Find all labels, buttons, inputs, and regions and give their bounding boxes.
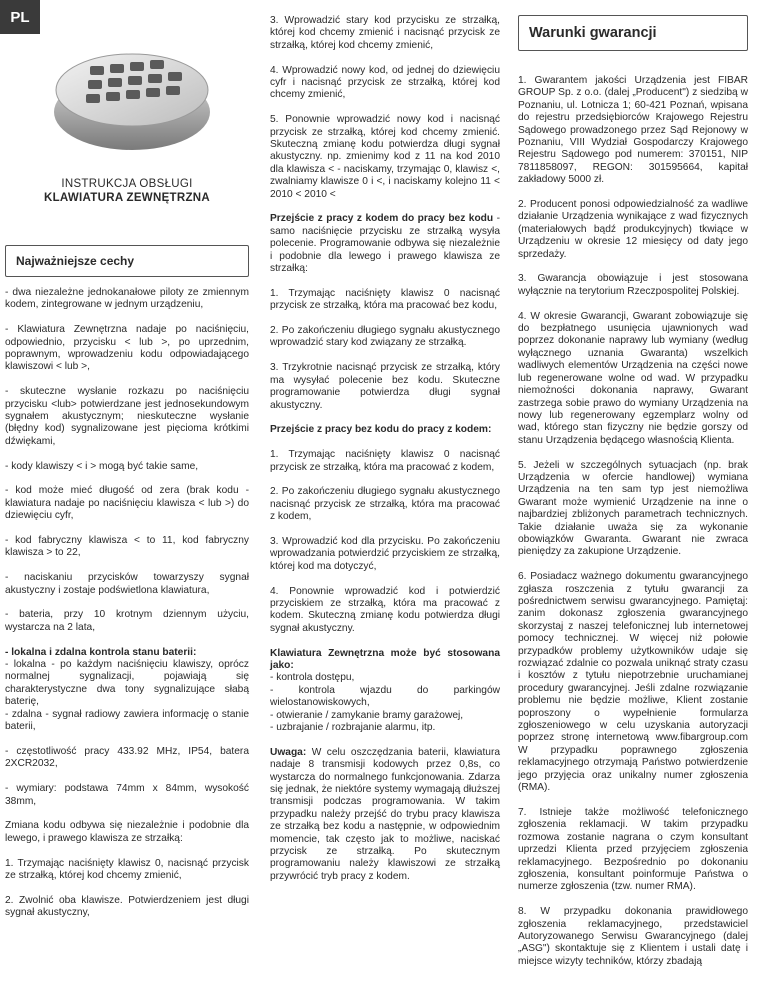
- warranty-term: 5. Jeżeli w szczególnych sytuacjach (np. brak Urządzenia w ofercie handlowej) wymiana Urządzenia na ten sam typ jest niemożliwa Gwarant może wymienić Urządzenie na inne o najbardziej zbliżonych parametrach technicznych. Takie działanie uważa się za wykonanie obowiązków Gwaranta. Gwarant nie zwraca pieniędzy za zakupione Urządzenie.: [518, 459, 748, 558]
- warranty-term: 1. Gwarantem jakości Urządzenia jest FIBAR GROUP Sp. z o.o. (dalej „Producent") z siedzibą w Poznaniu, ul. Lotnicza 1; 60-421 Poznań, wpisana do rejestru przedsiębiorców Krajowego Rejestru Sądowego prowadzonego przez Sąd Rejonowy w Poznaniu, VIII Wydział Gospodarczy Krajowego Rejestru Sądowego pod numerem: 370151, NIP 7811858097, REGON: 301595664, kapitał zakładowy 5000 zł.: [518, 75, 748, 186]
- warranty-term: 4. W okresie Gwarancji, Gwarant zobowiązuje się do bezpłatnego usunięcia ujawnionych wad poprzez dokonanie naprawy lub wymiany (według wyłącznego uznania Gwaranta) wszelkich wadliwych elementów Urządzenia na części nowe lub regenerowane wolne od wad. W przypadku niemożności dokonania naprawy, Gwarant zastrzega sobie prawo do wymiany Urządzenia na nowy lub regenerowany egzemplarz wolny od wad, którego stan fizyczny nie będzie gorszy od stanu Urządzenia będącego własnością Klienta.: [518, 310, 748, 446]
- mode-change-text: - samo naciśnięcie przycisku ze strzałką wysyła polecenie. Programowanie odbywa się niezależnie i podobnie dla lewego i prawego klawisza ze strzałką:: [270, 213, 500, 275]
- mode-change-heading: Przejście z pracy bez kodu do pracy z kodem:: [270, 424, 492, 436]
- usage-item: - otwieranie / zamykanie bramy garażowej,: [270, 709, 464, 721]
- code-change-step: 1. Trzymając naciśnięty klawisz 0, nacisnąć przycisk ze strzałką, której kod chcemy zmienić,: [5, 857, 249, 881]
- battery-local: - lokalna - po każdym naciśnięciu klawiszy, oprócz normalnej sygnalizacji, pojawiają się charakterystyczne dwa tony sygnalizujące słabą baterię,: [5, 659, 249, 708]
- note-paragraph: [270, 747, 500, 883]
- instruction-step: 2. Po zakończeniu długiego sygnału akustycznego wprowadzić stary kod związany ze strzałką.: [270, 325, 500, 349]
- title-line-2: KLAWIATURA ZEWNĘTRZNA: [44, 192, 210, 204]
- document-title: [5, 177, 249, 205]
- usage-heading: Klawiatura Zewnętrzna może być stosowana jako:: [270, 647, 500, 671]
- title-line-1: INSTRUKCJA OBSŁUGI: [61, 178, 193, 190]
- instructions-column: [270, 15, 500, 896]
- feature-item: - wymiary: podstawa 74mm x 84mm, wysokość 38mm,: [5, 783, 249, 807]
- feature-item: - naciskaniu przycisków towarzyszy sygnał akustyczny i zostaje podświetlona klawiatura,: [5, 572, 249, 596]
- instruction-step: 3. Wprowadzić stary kod przycisku ze strzałką, której kod chcemy zmienić i nacisnąć przycisk ze strzałką, której kod chcemy zmienić,: [270, 15, 500, 51]
- language-tab: [0, 0, 40, 34]
- feature-item: - częstotliwość pracy 433.92 MHz, IP54, batera 2XCR2032,: [5, 745, 249, 770]
- mode-change-heading: Przejście z pracy z kodem do pracy bez kodu: [270, 213, 494, 225]
- instruction-step: 3. Trzykrotnie nacisnąć przycisk ze strzałką, który ma wysyłać polecenie bez kodu. Skuteczne programowanie potwierdza długi sygnał akustyczny.: [270, 362, 500, 411]
- warranty-term: 6. Posiadacz ważnego dokumentu gwarancyjnego zgłasza roszczenia z tytułu gwarancji za pośrednictwem serwisu gwarancyjnego. Pamiętaj: zanim dokonasz zgłoszenia gwarancyjnego skorzystaj z naszej telefonicznej lub internetowej pomocy technicznej. W więcej niż połowie przypadków problemy użytkowników udaje się rozwiązać zdalnie co pozwala uniknąć straty czasu i kosztów z tytułu niepotrzebnie uruchamianej procedury gwarancyjnej. Jeśli zdalne rozwiązanie problemu nie będzie możliwe, Klient zostanie poproszony o wypełnienie formularza zgłoszeniowego w celu uzyskania autoryzacji poprzez stronę internetową www.fibargroup.com W przypadku poprawnego zgłoszenia reklamacyjnego otrzymają Państwo potwierdzenie jego przyjęcia oraz unikalny numer zgłoszenia (RMA).: [518, 571, 748, 794]
- note-heading: Uwaga:: [270, 746, 307, 758]
- battery-remote: - zdalna - sygnał radiowy zawiera informację o stanie baterii,: [5, 708, 249, 733]
- code-change-intro: Zmiana kodu odbywa się niezależnie i podobnie dla lewego, i prawego klawisza ze strzałką:: [5, 820, 249, 844]
- feature-item: - bateria, przy 10 krotnym dziennym użyciu, wystarcza na 2 lata,: [5, 609, 249, 633]
- section-heading-warranty-label: Warunki gwarancji: [529, 25, 657, 41]
- warranty-term: 7. Istnieje także możliwość telefonicznego zgłoszenia reklamacji. W takim przypadku rozmowa zostanie nagrana o czym konsultant uprzedzi Klienta przed przyjęciem zgłoszenia reklamacyjnego. Bezpośrednio po dokonaniu zgłoszenia, konsultant poinformuje Państwa o numerze zgłoszenia (tzw. numer RMA).: [518, 806, 748, 893]
- section-heading-features: [5, 245, 249, 277]
- warranty-terms-list: [518, 75, 748, 981]
- code-change-step: 2. Zwolnić oba klawisze. Potwierdzeniem jest długi sygnał akustyczny,: [5, 894, 249, 919]
- battery-control-item: [5, 647, 249, 734]
- warranty-term: 3. Gwarancja obowiązuje i jest stosowana wyłącznie na terytorium Rzeczpospolitej Polskiej.: [518, 273, 748, 297]
- instruction-step: 4. Ponownie wprowadzić kod i potwierdzić przyciskiem ze strzałką, która ma pracować z kodem. Skuteczną zmianę kodu potwierdza długi sygnał akustyczny.: [270, 585, 500, 634]
- usage-item: - uzbrajanie / rozbrajanie alarmu, itp.: [270, 721, 436, 733]
- battery-heading: - lokalna i zdalna kontrola stanu baterii:: [5, 646, 197, 658]
- mode-change-paragraph: [270, 424, 500, 436]
- instruction-step: 1. Trzymając naciśnięty klawisz 0 nacisnąć przycisk ze strzałką, która ma pracować bez kodu,: [270, 287, 500, 312]
- feature-item: - Klawiatura Zewnętrzna nadaje po naciśnięciu, odpowiednio, przycisku < lub >, po uprzednim, poprawnym, wprowadzeniu kodu odpowiadającego klawiszowi < lub >,: [5, 324, 249, 373]
- instruction-step: 3. Wprowadzić kod dla przycisku. Po zakończeniu wprowadzania potwierdzić przyciskiem ze strzałką, której kod ma dotyczyć,: [270, 535, 500, 572]
- mode-change-paragraph: [270, 213, 500, 275]
- keypad-device-image: [50, 40, 215, 155]
- instruction-step: 4. Wprowadzić nowy kod, od jednej do dziewięciu cyfr i nacisnąć przycisk ze strzałką, której kod chcemy zmienić,: [270, 64, 500, 101]
- instruction-step: 2. Po zakończeniu długiego sygnału akustycznego nacisnąć przycisk ze strzałką, która ma pracować z kodem,: [270, 486, 500, 523]
- usage-item: - kontrola dostępu,: [270, 672, 355, 684]
- warranty-term: 2. Producent ponosi odpowiedzialność za wadliwe działanie Urządzenia wynikające z wad fizycznych (materiałowych bądź produkcyjnych) tkwiące w Urządzeniu w okresie 12 miesięcy od daty jego sprzedaży.: [518, 199, 748, 260]
- feature-item: - kod fabryczny klawisza < to 11, kod fabryczny klawisza > to 22,: [5, 535, 249, 559]
- usage-item: - kontrola wjazdu do parkingów wielostanowiskowych,: [270, 684, 500, 709]
- feature-item: - kody klawiszy < i > mogą być takie same,: [5, 460, 199, 472]
- feature-item: - kod może mieć długość od zera (brak kodu - klawiatura nadaje po naciśnięciu klawisza < lub >) do dziewięciu cyfr,: [5, 485, 249, 522]
- section-heading-features-label: Najważniejsze cechy: [16, 254, 135, 268]
- features-list: [5, 287, 249, 932]
- instruction-step: 5. Ponownie wprowadzić nowy kod i nacisnąć przycisk ze strzałką, której kod chcemy zmienić. Skuteczną zmianę kodu potwierdza długi sygnał akustyczny. np. zmienimy kod z 11 na kod 2010 dla klawisza < - naciskamy, trzymając 0, klawisz <, zwalniamy klawisze 0 i <, i naciskamy kolejno 11 < 2010 < 2010 <: [270, 114, 500, 200]
- instruction-step: 1. Trzymając naciśnięty klawisz 0 nacisnąć przycisk ze strzałką, która ma pracować z kodem,: [270, 449, 500, 473]
- note-text: W celu oszczędzania baterii, klawiatura nadaje 8 transmisji kodowych przez 0,8s, co wystarcza do normalnego funkcjonowania. Zdarza się jednak, że niektóre systemy wymagają dłuższej transmisji podczas programowania. W takim przypadku należy przejść do trybu pracy klawisza ze strzałką bez kodu a następnie, w odpowiednim momencie, tak często jak to możliwe, naciskać przycisk ze strzałką. Po skutecznym programowaniu należy klawiszowi ze strzałką przywrócić tryb pracy z kodem.: [270, 746, 500, 882]
- language-label: PL: [10, 8, 30, 26]
- usage-paragraph: [270, 648, 500, 735]
- warranty-term: 8. W przypadku dokonania prawidłowego zgłoszenia reklamacyjnego, przedstawiciel Autoryzowanego Serwisu Gwarancyjnego (dalej „ASG") skontaktuje się z Klientem i ustali datę i miejsce wizyty techników, którzy zbadają: [518, 906, 748, 967]
- feature-item: - skuteczne wysłanie rozkazu po naciśnięciu przycisku <lub> potwierdzane jest jednosekundowym sygnałem akustycznym; nieskuteczne wysłanie (błędny kod) sygnalizowane jest pięcioma krótkimi dźwiękami,: [5, 386, 249, 447]
- feature-item: - dwa niezależne jednokanałowe piloty ze zmiennym kodem, zintegrowane w jednym urządzeniu,: [5, 287, 249, 311]
